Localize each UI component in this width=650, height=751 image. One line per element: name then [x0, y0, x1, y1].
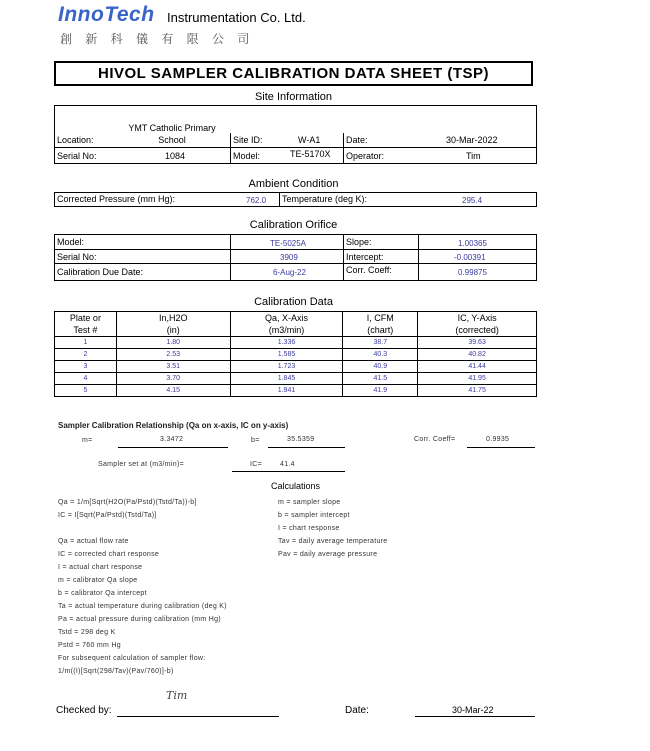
- due-date-value: 6-Aug-22: [273, 268, 306, 277]
- calculation-definition: b = sampler intercept: [278, 512, 350, 519]
- calibration-cell: 5: [55, 385, 117, 397]
- calibration-cell: 41.44: [418, 361, 537, 373]
- calibration-cell: 1.336: [230, 337, 343, 349]
- operator-value: Tim: [466, 151, 481, 161]
- calibration-cell: 3.70: [116, 373, 230, 385]
- table-row: [55, 361, 537, 373]
- location-value: YMT Catholic Primary School: [128, 123, 216, 145]
- company-name-chinese: 創 新 科 儀 有 限 公 司: [60, 32, 255, 46]
- table-row: [55, 337, 537, 349]
- operator-label: Operator:: [346, 151, 385, 161]
- calibration-cell: 1: [55, 337, 117, 349]
- calculation-note: b = calibrator Qa intercept: [58, 590, 147, 597]
- table-row: [55, 385, 537, 397]
- intercept-value: -0.00391: [454, 253, 486, 262]
- orifice-serial-value: 3909: [280, 253, 298, 262]
- calculation-note: I = actual chart response: [58, 564, 143, 571]
- calculation-note: Qa = 1/m[Sqrt(H2O(Pa/Pstd)(Tstd/Ta))-b]: [58, 499, 197, 506]
- calibration-cell: 40.3: [343, 349, 418, 361]
- due-date-label: Calibration Due Date:: [57, 267, 144, 277]
- calibration-cell: 41.95: [418, 373, 537, 385]
- slope-m-label: m=: [82, 437, 93, 444]
- temperature-label: Temperature (deg K):: [282, 194, 368, 204]
- ambient-heading: Ambient Condition: [248, 178, 339, 190]
- calibration-header-row: [55, 312, 537, 325]
- model-value: TE-5170X: [290, 149, 331, 159]
- intercept-b-label: b=: [251, 437, 260, 444]
- checked-by-label: Checked by:: [56, 705, 112, 716]
- orifice-model-value: TE-5025A: [270, 239, 307, 248]
- date-label: Date:: [346, 135, 368, 145]
- intercept-label: Intercept:: [346, 252, 384, 262]
- corr-coeff-eq-value: 0.9935: [486, 436, 510, 443]
- calibration-cell: 3.51: [116, 361, 230, 373]
- table-row: [55, 349, 537, 361]
- calculation-note: Qa = actual flow rate: [58, 538, 129, 545]
- intercept-b-value: 35.5359: [287, 436, 315, 443]
- calibration-data-heading: Calibration Data: [254, 296, 333, 308]
- serial-label: Serial No:: [57, 151, 97, 161]
- relationship-heading: Sampler Calibration Relationship (Qa on x-axis, IC on y-axis): [58, 421, 289, 430]
- calibration-header-row: [55, 324, 537, 337]
- company-name: Instrumentation Co. Ltd.: [167, 10, 306, 25]
- calibration-cell: 41.9: [343, 385, 418, 397]
- slope-label: Slope:: [346, 237, 372, 247]
- calibration-cell: 1.585: [230, 349, 343, 361]
- calibration-header-cell: (m3/min): [230, 324, 343, 337]
- calibration-header-cell: IC, Y-Axis: [418, 312, 537, 325]
- corr-coeff-value: 0.99875: [458, 268, 487, 277]
- calibration-cell: 39.63: [418, 337, 537, 349]
- pressure-label: Corrected Pressure (mm Hg):: [57, 194, 176, 204]
- calibration-cell: 1.941: [230, 385, 343, 397]
- site-info-heading: Site Information: [254, 91, 333, 103]
- calculation-definition: Tav = daily average temperature: [278, 538, 388, 545]
- calibration-header-cell: Qa, X-Axis: [230, 312, 343, 325]
- calibration-header-cell: I, CFM: [343, 312, 418, 325]
- calibration-cell: 1.845: [230, 373, 343, 385]
- calibration-cell: 2.53: [116, 349, 230, 361]
- calibration-cell: 1.723: [230, 361, 343, 373]
- calculation-note: IC = corrected chart response: [58, 551, 160, 558]
- calculation-definition: Pav = daily average pressure: [278, 551, 378, 558]
- slope-value: 1.00365: [458, 239, 487, 248]
- calibration-data-table: [54, 311, 537, 397]
- calibration-cell: 2: [55, 349, 117, 361]
- calibration-cell: 41.75: [418, 385, 537, 397]
- calculation-note: Pa = actual pressure during calibration (mm Hg): [58, 616, 221, 623]
- calibration-header-cell: (chart): [343, 324, 418, 337]
- ic-label: IC=: [250, 461, 262, 468]
- sheet-title: HIVOL SAMPLER CALIBRATION DATA SHEET (TSP): [54, 61, 533, 86]
- company-logo: InnoTech: [58, 3, 155, 26]
- corr-coeff-label: Corr. Coeff:: [346, 265, 392, 275]
- pressure-value: 762.0: [246, 196, 267, 205]
- orifice-model-label: Model:: [57, 237, 85, 247]
- calibration-header-cell: (corrected): [418, 324, 537, 337]
- serial-value: 1084: [165, 151, 186, 161]
- calibration-cell: 40.82: [418, 349, 537, 361]
- footer-date-label: Date:: [345, 705, 369, 716]
- ic-value: 41.4: [280, 461, 295, 468]
- calibration-cell: 40.9: [343, 361, 418, 373]
- site-id-value: W-A1: [298, 135, 321, 145]
- calibration-header-cell: (in): [116, 324, 230, 337]
- orifice-heading: Calibration Orifice: [249, 219, 338, 231]
- calibration-header-cell: Test #: [55, 324, 117, 337]
- calibration-cell: 41.5: [343, 373, 418, 385]
- calculation-definition: I = chart response: [278, 525, 340, 532]
- calculation-definition: m = sampler slope: [278, 499, 341, 506]
- calculations-heading: Calculations: [270, 481, 321, 491]
- calculations-left-column: [58, 496, 227, 678]
- calculation-note: 1/m((I)[Sqrt(298/Tav)(Pav/760)]-b): [58, 668, 174, 675]
- slope-m-value: 3.3472: [160, 436, 184, 443]
- corr-coeff-eq-label: Corr. Coeff=: [414, 436, 456, 443]
- calculation-note: Ta = actual temperature during calibration (deg K): [58, 603, 227, 610]
- calculation-note: IC = I[Sqrt(Pa/Pstd)(Tstd/Ta)]: [58, 512, 157, 519]
- calculation-note: Tstd = 298 deg K: [58, 629, 116, 636]
- calibration-header-cell: Plate or: [55, 312, 117, 325]
- temperature-value: 295.4: [462, 196, 483, 205]
- checked-by-signature: Tim: [166, 689, 188, 702]
- site-id-label: Site ID:: [233, 135, 263, 145]
- calibration-header-cell: In,H2O: [116, 312, 230, 325]
- calibration-cell: 4: [55, 373, 117, 385]
- calibration-cell: 1.80: [116, 337, 230, 349]
- calibration-cell: 38.7: [343, 337, 418, 349]
- set-flow-label: Sampler set at (m3/min)=: [98, 461, 184, 468]
- model-label: Model:: [233, 151, 261, 161]
- calculation-note: [58, 522, 227, 535]
- footer-date-value: 30-Mar-22: [452, 705, 494, 715]
- calculations-right-column: [278, 496, 388, 561]
- orifice-serial-label: Serial No:: [57, 252, 97, 262]
- calculation-note: Pstd = 760 mm Hg: [58, 642, 121, 649]
- table-row: [55, 373, 537, 385]
- calibration-cell: 3: [55, 361, 117, 373]
- location-label: Location:: [57, 135, 94, 145]
- date-value: 30-Mar-2022: [446, 135, 498, 145]
- calculation-note: For subsequent calculation of sampler flow:: [58, 655, 206, 662]
- calibration-cell: 4.15: [116, 385, 230, 397]
- calculation-note: m = calibrator Qa slope: [58, 577, 138, 584]
